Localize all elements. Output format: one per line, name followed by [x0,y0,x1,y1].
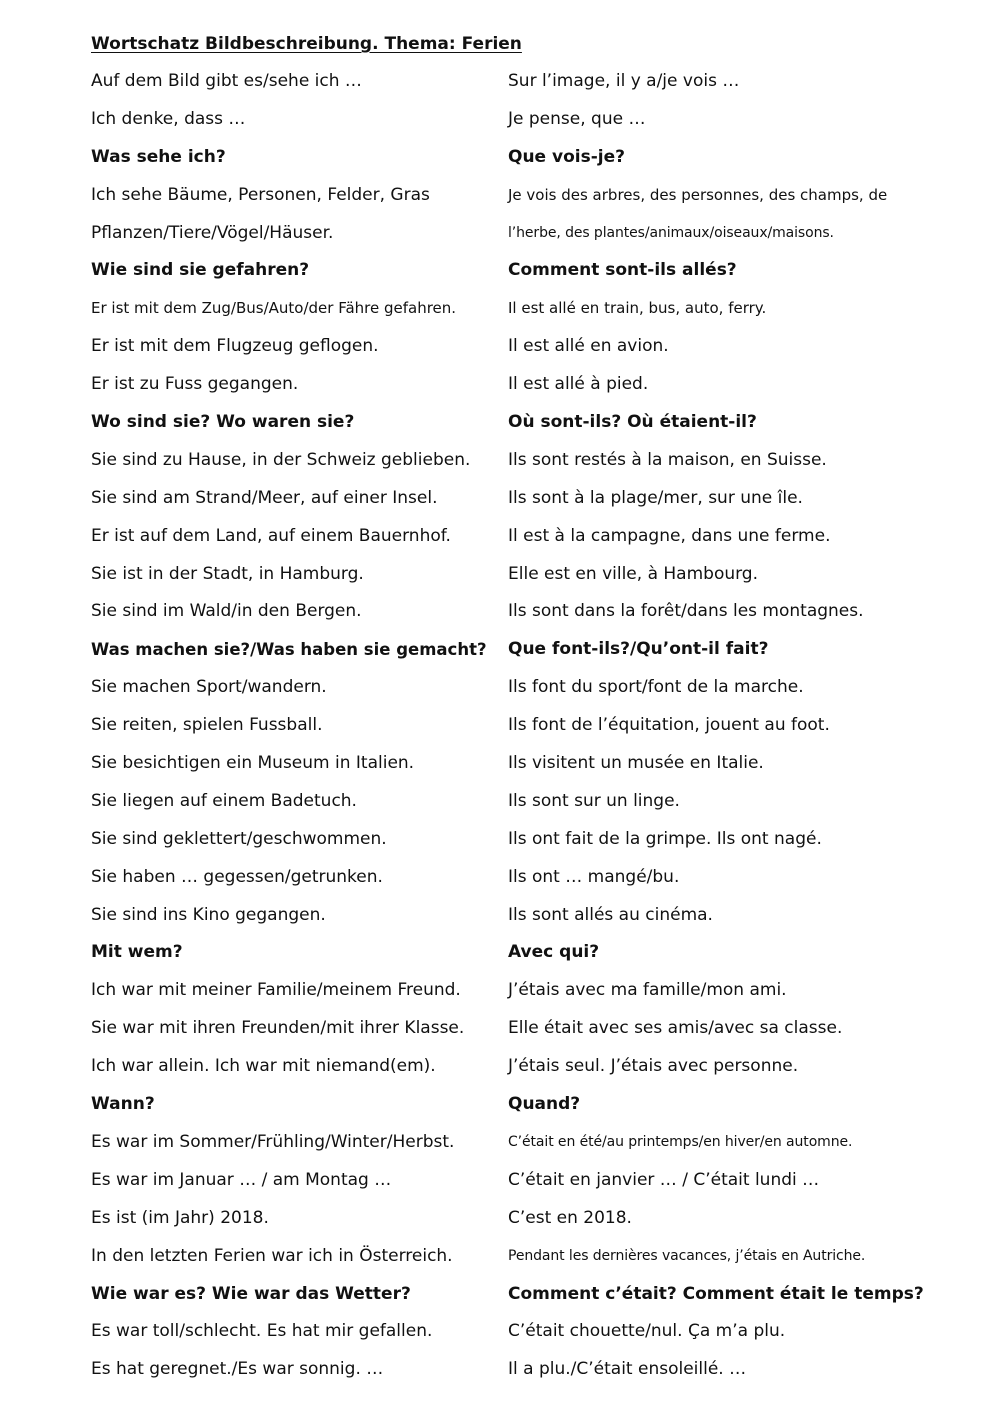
german-phrase: Sie reiten, spielen Fussball. [91,715,323,736]
vocab-row [91,518,971,556]
french-phrase: Ils sont à la plage/mer, sur une île. [508,487,803,508]
german-heading: Was sehe ich? [91,146,226,167]
german-phrase: Sie sind am Strand/Meer, auf einer Insel. [91,487,438,508]
french-phrase: C’était chouette/nul. Ça m’a plu. [508,1321,786,1342]
french-phrase: Je pense, que … [508,108,646,129]
vocab-row [91,480,971,518]
german-phrase: Er ist auf dem Land, auf einem Bauernhof. [91,525,451,546]
french-phrase: C’était en janvier … / C’était lundi … [508,1169,820,1190]
french-phrase: Ils ont fait de la grimpe. Ils ont nagé. [508,828,822,849]
german-heading: Wie war es? Wie war das Wetter? [91,1283,411,1304]
german-phrase: Es hat geregnet./Es war sonnig. … [91,1359,384,1380]
german-phrase: Sie haben … gegessen/getrunken. [91,866,383,887]
german-phrase: Sie sind im Wald/in den Bergen. [91,601,362,622]
german-phrase: Sie machen Sport/wandern. [91,677,327,698]
section-heading-row [91,252,971,290]
vocab-row [91,101,971,139]
french-phrase: Pendant les dernières vacances, j’étais en Autriche. [508,1247,866,1264]
french-phrase: Ils visitent un musée en Italie. [508,753,764,774]
german-phrase: Sie liegen auf einem Badetuch. [91,790,357,811]
vocab-row [91,215,971,253]
vocab-row [91,593,971,631]
vocab-row [91,745,971,783]
section-heading-row [91,139,971,177]
vocab-row [91,859,971,897]
german-phrase: Sie besichtigen ein Museum in Italien. [91,753,415,774]
french-phrase: Ils font de l’équitation, jouent au foot. [508,715,830,736]
vocab-row [91,1351,971,1389]
german-phrase: Er ist mit dem Flugzeug geflogen. [91,336,379,357]
vocab-row [91,442,971,480]
french-phrase: J’étais seul. J’étais avec personne. [508,1056,799,1077]
french-heading: Comment sont-ils allés? [508,260,737,281]
german-phrase: Ich war mit meiner Familie/meinem Freund. [91,980,461,1001]
vocab-row [91,1313,971,1351]
vocab-row [91,669,971,707]
german-heading: Was machen sie?/Was haben sie gemacht? [91,640,487,660]
french-heading: Avec qui? [508,942,600,963]
german-phrase: Er ist mit dem Zug/Bus/Auto/der Fähre gefahren. [91,299,457,318]
french-phrase: Sur l’image, il y a/je vois … [508,71,740,91]
french-phrase: Ils font du sport/font de la marche. [508,677,804,698]
french-phrase: Il a plu./C’était ensoleillé. … [508,1359,747,1380]
section-heading-row [91,631,971,669]
vocab-row [91,897,971,935]
german-phrase: Pflanzen/Tiere/Vögel/Häuser. [91,222,334,243]
german-phrase: Es war im Sommer/Frühling/Winter/Herbst. [91,1131,455,1152]
french-phrase: J’étais avec ma famille/mon ami. [508,980,787,1001]
french-heading: Que font-ils?/Qu’ont-il fait? [508,639,769,660]
german-heading: Mit wem? [91,942,183,963]
vocab-row [91,1162,971,1200]
vocab-row [91,821,971,859]
german-phrase: Ich war allein. Ich war mit niemand(em). [91,1056,436,1077]
german-heading: Wo sind sie? Wo waren sie? [91,412,355,433]
french-phrase: Ils sont restés à la maison, en Suisse. [508,449,827,470]
french-phrase: Elle était avec ses amis/avec sa classe. [508,1018,843,1039]
vocab-row [91,1200,971,1238]
french-heading: Où sont-ils? Où étaient-il? [508,412,757,433]
french-phrase: Ils sont sur un linge. [508,790,680,811]
vocab-row [91,972,971,1010]
french-phrase: Je vois des arbres, des personnes, des champs, de [508,185,888,204]
german-phrase: Er ist zu Fuss gegangen. [91,374,299,395]
french-heading: Comment c’était? Comment était le temps? [508,1283,924,1304]
vocab-row [91,783,971,821]
vocabulary-table [91,63,971,1389]
german-phrase: In den letzten Ferien war ich in Österreich. [91,1245,453,1266]
german-phrase: Es ist (im Jahr) 2018. [91,1207,269,1228]
vocab-row [91,1124,971,1162]
section-heading-row [91,1086,971,1124]
french-heading: Quand? [508,1094,581,1115]
french-phrase: Il est à la campagne, dans une ferme. [508,525,831,546]
vocab-row [91,707,971,745]
german-phrase: Sie sind ins Kino gegangen. [91,904,326,925]
french-phrase: Il est allé en train, bus, auto, ferry. [508,299,767,318]
section-heading-row [91,404,971,442]
section-heading-row [91,934,971,972]
german-phrase: Ich sehe Bäume, Personen, Felder, Gras [91,184,430,205]
german-phrase: Es war toll/schlecht. Es hat mir gefallen. [91,1321,433,1342]
german-phrase: Sie ist in der Stadt, in Hamburg. [91,563,364,584]
french-phrase: Ils sont allés au cinéma. [508,904,713,925]
french-phrase: Ils ont … mangé/bu. [508,866,680,887]
section-heading-row [91,1276,971,1314]
german-phrase: Sie sind zu Hause, in der Schweiz geblieben. [91,449,471,470]
vocab-row [91,556,971,594]
vocab-row [91,328,971,366]
vocab-row [91,1238,971,1276]
vocab-row [91,366,971,404]
vocab-row [91,63,971,101]
german-phrase: Sie war mit ihren Freunden/mit ihrer Klasse. [91,1018,465,1039]
french-heading: Que vois-je? [508,146,625,167]
german-phrase: Sie sind geklettert/geschwommen. [91,828,387,849]
vocab-row [91,177,971,215]
german-heading: Wann? [91,1094,155,1115]
german-phrase: Auf dem Bild gibt es/sehe ich … [91,71,362,91]
french-phrase: Il est allé en avion. [508,336,669,357]
vocab-row [91,290,971,328]
french-phrase: C’était en été/au printemps/en hiver/en automne. [508,1133,853,1150]
vocab-row [91,1048,971,1086]
french-phrase: Il est allé à pied. [508,374,649,395]
french-phrase: Ils sont dans la forêt/dans les montagnes. [508,601,864,622]
german-phrase: Es war im Januar … / am Montag … [91,1169,392,1190]
german-heading: Wie sind sie gefahren? [91,260,310,281]
german-phrase: Ich denke, dass … [91,108,246,129]
french-phrase: Elle est en ville, à Hambourg. [508,563,759,584]
french-phrase: C’est en 2018. [508,1207,632,1228]
french-phrase: l’herbe, des plantes/animaux/oiseaux/maisons. [508,224,834,241]
page-title: Wortschatz Bildbeschreibung. Thema: Ferien [91,34,522,54]
vocab-row [91,1010,971,1048]
